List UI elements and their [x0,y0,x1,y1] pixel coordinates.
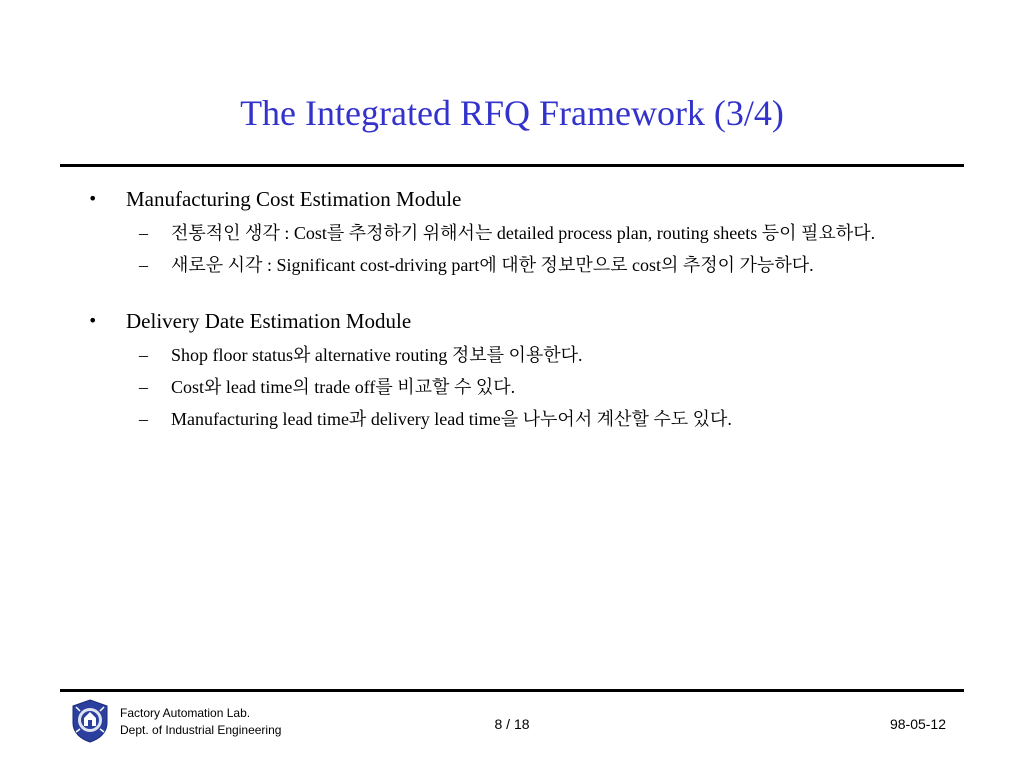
sub-list [0,220,1024,278]
dash-mark: – [139,377,148,397]
dash-mark: – [139,409,148,429]
section-cost-estimation [0,184,1024,278]
slide-title: The Integrated RFQ Framework (3/4) [240,93,784,133]
page-number: 8 / 18 [494,716,530,732]
dash-mark: – [139,255,148,275]
list-item [0,342,1024,368]
list-item [0,252,1024,278]
title-divider [60,164,964,167]
list-item [0,406,1024,432]
list-item-text: 새로운 시각 : Significant cost-driving part에 대한 정보만으로 cost의 추정이 가능하다. [171,255,814,275]
list-item-text: 전통적인 생각 : Cost를 추정하기 위해서는 detailed process plan, routing sheets 등이 필요하다. [171,223,876,243]
section-delivery-estimation [0,306,1024,432]
dash-mark: – [139,223,148,243]
lab-name: Factory Automation Lab. [120,706,251,720]
list-item-text: Shop floor status와 alternative routing 정보를 이용한다. [171,345,583,365]
slide-content [0,184,1024,438]
list-item-text: Manufacturing lead time과 delivery lead time을 나누어서 계산할 수도 있다. [171,409,732,429]
section-heading: Delivery Date Estimation Module [126,309,412,333]
sub-list [0,342,1024,432]
dash-mark: – [139,345,148,365]
list-item [0,374,1024,400]
section-heading: Manufacturing Cost Estimation Module [126,187,462,211]
bullet-mark: • [88,189,98,208]
slide-date: 98-05-12 [889,716,946,732]
bullet-heading [0,184,1024,214]
bullet-heading [0,306,1024,336]
footer-divider [60,689,964,692]
bullet-mark: • [88,311,98,330]
list-item-text: Cost와 lead time의 trade off를 비교할 수 있다. [171,377,516,397]
department-name: Dept. of Industrial Engineering [120,723,282,737]
list-item [0,220,1024,246]
